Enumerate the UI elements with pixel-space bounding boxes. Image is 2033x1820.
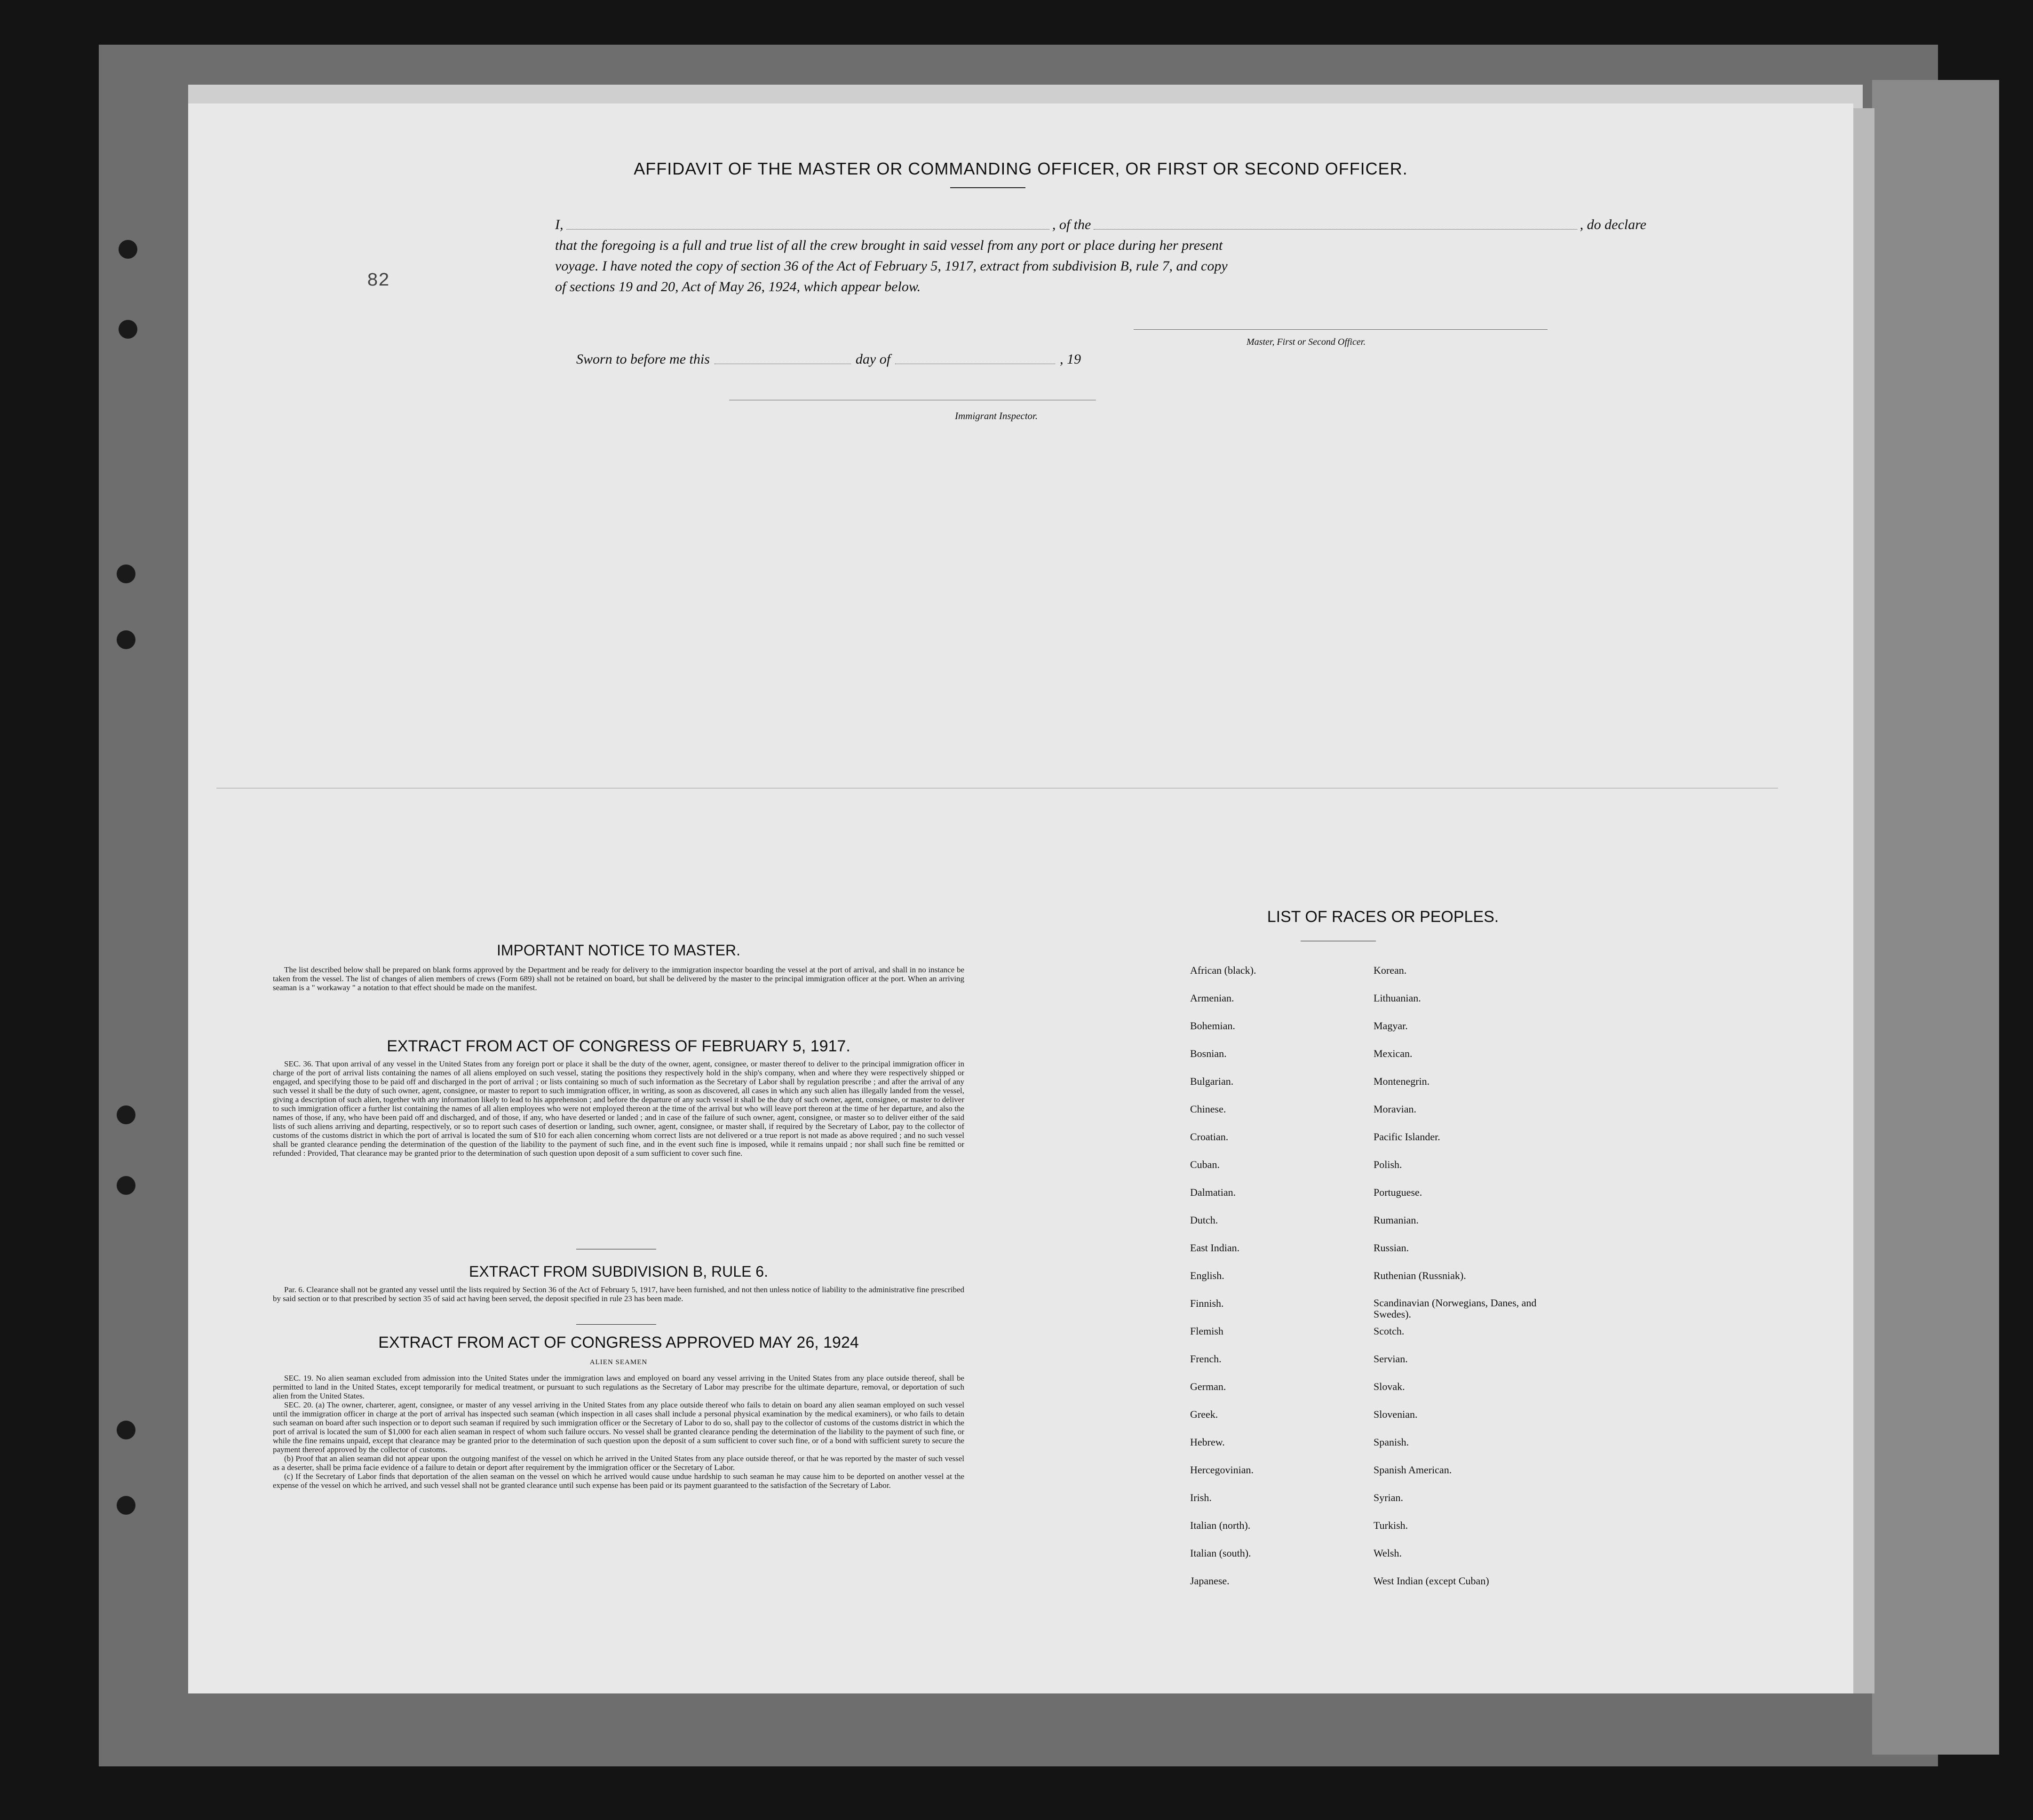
affidavit-declaration	[555, 215, 1646, 297]
punch-hole	[117, 1176, 135, 1195]
rule6-paragraph: Par. 6. Clearance shall not be granted any vessel until the lists required by Section 36 of the Act of February 5, 1917, have been furnished, and not then unless notice of liability to the administrative fine prescribed by said section or to that prescribed by section 35 of said act having been served, the deposit specified in rule 23 has been made.	[273, 1285, 964, 1303]
race-item: German.	[1190, 1381, 1226, 1392]
margin-number: 82	[367, 270, 390, 292]
race-item: Bohemian.	[1190, 1020, 1235, 1032]
vessel-name-field[interactable]	[1094, 215, 1577, 230]
notice-body	[273, 965, 964, 992]
race-item: Cuban.	[1190, 1159, 1220, 1170]
extract-1917-body	[273, 1059, 964, 1158]
punch-hole	[117, 1421, 135, 1439]
race-item: French.	[1190, 1353, 1222, 1365]
race-item: Japanese.	[1190, 1575, 1230, 1587]
race-item: Hercegovinian.	[1190, 1464, 1254, 1476]
race-item: East Indian.	[1190, 1242, 1240, 1254]
punch-hole	[117, 564, 135, 583]
punch-hole	[117, 1105, 135, 1124]
master-name-field[interactable]	[566, 215, 1049, 230]
race-item: Bosnian.	[1190, 1048, 1227, 1059]
section-20c-paragraph: (c) If the Secretary of Labor finds that deportation of the alien seaman on the vessel on which he arrived would cause undue hardship to such seaman he may cause him to be deported on another vessel at the expense of the vessel on which he arrived, and such vessel shall not be granted clearance until such expense has been paid or its payment guaranteed to the satisfaction of the Secretary of Labor.	[273, 1472, 964, 1490]
declaration-line-1	[555, 215, 1646, 235]
binder-spine	[1872, 80, 1999, 1755]
race-item: Croatian.	[1190, 1131, 1229, 1143]
extract-1924-body	[273, 1374, 964, 1490]
sworn-month-field[interactable]	[895, 349, 1055, 364]
race-item: Montenegrin.	[1374, 1075, 1430, 1087]
race-item: Italian (south).	[1190, 1547, 1251, 1559]
section-20b-paragraph: (b) Proof that an alien seaman did not appear upon the outgoing manifest of the vessel on which he arrived in the United States from any place outside thereof, or that he was reported by the master of such vessel as a deserter, shall be prima facie evidence of a failure to detain or deport after requirement by the immigration officer or the Secretary of Labor.	[273, 1454, 964, 1472]
race-item: Scandinavian (Norwegians, Danes, and Swedes).	[1374, 1297, 1537, 1320]
race-item: Syrian.	[1374, 1492, 1403, 1503]
punch-hole	[119, 240, 137, 259]
section-divider	[576, 1324, 656, 1325]
race-item: Bulgarian.	[1190, 1075, 1234, 1087]
race-item: Turkish.	[1374, 1519, 1408, 1531]
races-title: LIST OF RACES OR PEOPLES.	[1267, 908, 1499, 926]
race-item: Spanish.	[1374, 1436, 1409, 1448]
declaration-line-4: of sections 19 and 20, Act of May 26, 1924, which appear below.	[555, 279, 921, 294]
signature-caption: Master, First or Second Officer.	[1247, 337, 1366, 347]
race-item: Rumanian.	[1374, 1214, 1419, 1226]
declare-label: , do declare	[1580, 217, 1646, 232]
race-item: Italian (north).	[1190, 1519, 1251, 1531]
race-item: Spanish American.	[1374, 1464, 1452, 1476]
section-36-paragraph: SEC. 36. That upon arrival of any vessel in the United States from any foreign port or place it shall be the duty of the owner, agent, consignee, or master thereof to deliver to the principal immigration officer in charge of the port of arrival lists containing the names of all aliens employed on such vessel, stating the positions they respectively hold in the ship's company, when and where they were respectively shipped or engaged, and specifying those to be paid off and discharged in the port of arrival ; or lists containing so much of such information as the Secretary of Labor shall by regulation prescribe ; and after the arrival of any such vessel it shall be the duty of such owner, agent, consignee, or master to report to such immigration officer, in writing, as soon as discovered, all cases in which any such alien has illegally landed from the vessel, giving a description of such alien, together with any information likely to lead to his apprehension ; and before the departure of any such vessel it shall be the duty of such owner, agent, consignee, or master to deliver to such immigration officer a further list containing the names of all alien employees who were not employed thereon at the time of the arrival but who will leave port thereon at the time of her departure, and also the names of those, if any, who have been paid off and discharged, and of those, if any, who have deserted or landed ; and in case of the failure of such owner, agent, consignee, or master so to deliver either of the said lists of such aliens arriving and departing, respectively, or so to report such cases of desertion or landing, such owner, agent, consignee, or master shall, if required by the Secretary of Labor, pay to the collector of customs of the customs district in which the port of arrival is located the sum of $10 for each alien concerning whom correct lists are not delivered or a true report is not made as above required ; and no such vessel shall be granted clearance pending the determination of the question of the liability to the payment of such fine, and in the event such fine is imposed, while it remains unpaid ; nor shall such fine be remitted or refunded : Provided, That clearance may be granted prior to the determination of such question upon deposit of a sum sufficient to cover such fine.	[273, 1059, 964, 1158]
race-item: Welsh.	[1374, 1547, 1402, 1559]
race-item: Korean.	[1374, 964, 1407, 976]
section-19-paragraph: SEC. 19. No alien seaman excluded from admission into the United States under the immigration laws and employed on board any vessel arriving in the United States from any place outside thereof, shall be permitted to land in the United States, except temporarily for medical treatment, or pursuant to such regulations as the Secretary of Labor may prescribe for the ultimate departure, removal, or deportation of such alien from the United States.	[273, 1374, 964, 1400]
race-item: Hebrew.	[1190, 1436, 1225, 1448]
race-item: Flemish	[1190, 1325, 1223, 1337]
manifest-page	[188, 103, 1853, 1693]
title-rule	[950, 187, 1025, 188]
race-item: Ruthenian (Russniak).	[1374, 1270, 1466, 1281]
sworn-day-field[interactable]	[715, 349, 851, 364]
race-item: Pacific Islander.	[1374, 1131, 1440, 1143]
extract-rule6-title: EXTRACT FROM SUBDIVISION B, RULE 6.	[469, 1263, 768, 1280]
bleed-through-text	[423, 103, 1834, 809]
race-item: Slovak.	[1374, 1381, 1405, 1392]
day-of-label: day of	[855, 351, 891, 367]
race-item: Magyar.	[1374, 1020, 1408, 1032]
race-item: Russian.	[1374, 1242, 1409, 1254]
race-item: Greek.	[1190, 1408, 1218, 1420]
race-item: West Indian (except Cuban)	[1374, 1575, 1489, 1587]
of-the-label: , of the	[1052, 217, 1091, 232]
race-item: Polish.	[1374, 1159, 1402, 1170]
race-item: Servian.	[1374, 1353, 1408, 1365]
punch-hole	[117, 630, 135, 649]
race-item: Mexican.	[1374, 1048, 1413, 1059]
signature-line[interactable]	[1134, 329, 1548, 330]
race-item: Scotch.	[1374, 1325, 1405, 1337]
race-item: Armenian.	[1190, 992, 1234, 1004]
race-item: Slovenian.	[1374, 1408, 1418, 1420]
inspector-caption: Immigrant Inspector.	[955, 410, 1038, 421]
notice-title: IMPORTANT NOTICE TO MASTER.	[497, 942, 740, 959]
race-item: Lithuanian.	[1374, 992, 1421, 1004]
races-right-column	[1374, 964, 1562, 1603]
declaration-line-3: voyage. I have noted the copy of section 36 of the Act of February 5, 1917, extract from subdivision B, rule 7, and copy	[555, 258, 1228, 274]
races-left-column	[1190, 964, 1369, 1603]
race-item: Portuguese.	[1374, 1186, 1422, 1198]
race-item: African (black).	[1190, 964, 1256, 976]
extract-1924-title: EXTRACT FROM ACT OF CONGRESS APPROVED MAY 26, 1924	[378, 1334, 859, 1351]
year-label: , 19	[1060, 351, 1081, 367]
race-item: Chinese.	[1190, 1103, 1226, 1115]
punch-hole	[119, 320, 137, 339]
sworn-label: Sworn to before me this	[576, 351, 710, 367]
alien-seamen-subtitle: ALIEN SEAMEN	[589, 1359, 648, 1366]
section-20a-paragraph: SEC. 20. (a) The owner, charterer, agent, consignee, or master of any vessel arriving in the United States from any place outside thereof who fails to detain on board any alien seaman employed on such vessel until the immigration officer in charge at the port of arrival has inspected such seaman (which inspection in all cases shall include a personal physical examination by the medical examiners), or who fails to detain such seaman on board after such inspection or to deport such seaman if required by such immigration officer or the Secretary of Labor to do so, shall pay to the collector of customs of the customs district in which the port of arrival is located the sum of $1,000 for each alien seaman in respect of whom such failure occurs. No vessel shall be granted clearance pending the determination of the liability to the payment of such fine, or while the fine remains unpaid, except that clearance may be granted prior to the determination of such question upon the deposit of a sum sufficient to cover such fine, or of a bond with sufficient surety to secure the payment thereof approved by the collector of customs.	[273, 1400, 964, 1454]
race-item: English.	[1190, 1270, 1224, 1281]
race-item: Dutch.	[1190, 1214, 1218, 1226]
race-item: Moravian.	[1374, 1103, 1417, 1115]
race-item: Finnish.	[1190, 1297, 1224, 1309]
race-item: Irish.	[1190, 1492, 1212, 1503]
race-item: Dalmatian.	[1190, 1186, 1236, 1198]
notice-paragraph: The list described below shall be prepared on blank forms approved by the Department and be ready for delivery to the immigration inspector boarding the vessel at the port of arrival, and shall in no instance be taken from the vessel. The list of changes of alien members of crews (Form 689) shall not be retained on board, but shall be delivered by the master to the principal immigration officer at the port. When an arriving seaman is a " workaway " a notation to that effect should be made on the manifest.	[273, 965, 964, 992]
extract-rule6-body	[273, 1285, 964, 1303]
sworn-line	[576, 349, 1244, 370]
i-label: I,	[555, 217, 564, 232]
extract-1917-title: EXTRACT FROM ACT OF CONGRESS OF FEBRUARY 5, 1917.	[387, 1037, 850, 1055]
affidavit-title: AFFIDAVIT OF THE MASTER OR COMMANDING OFFICER, OR FIRST OR SECOND OFFICER.	[634, 159, 1408, 178]
declaration-line-2: that the foregoing is a full and true list of all the crew brought in said vessel from any port or place during her present	[555, 238, 1223, 253]
punch-hole	[117, 1496, 135, 1515]
